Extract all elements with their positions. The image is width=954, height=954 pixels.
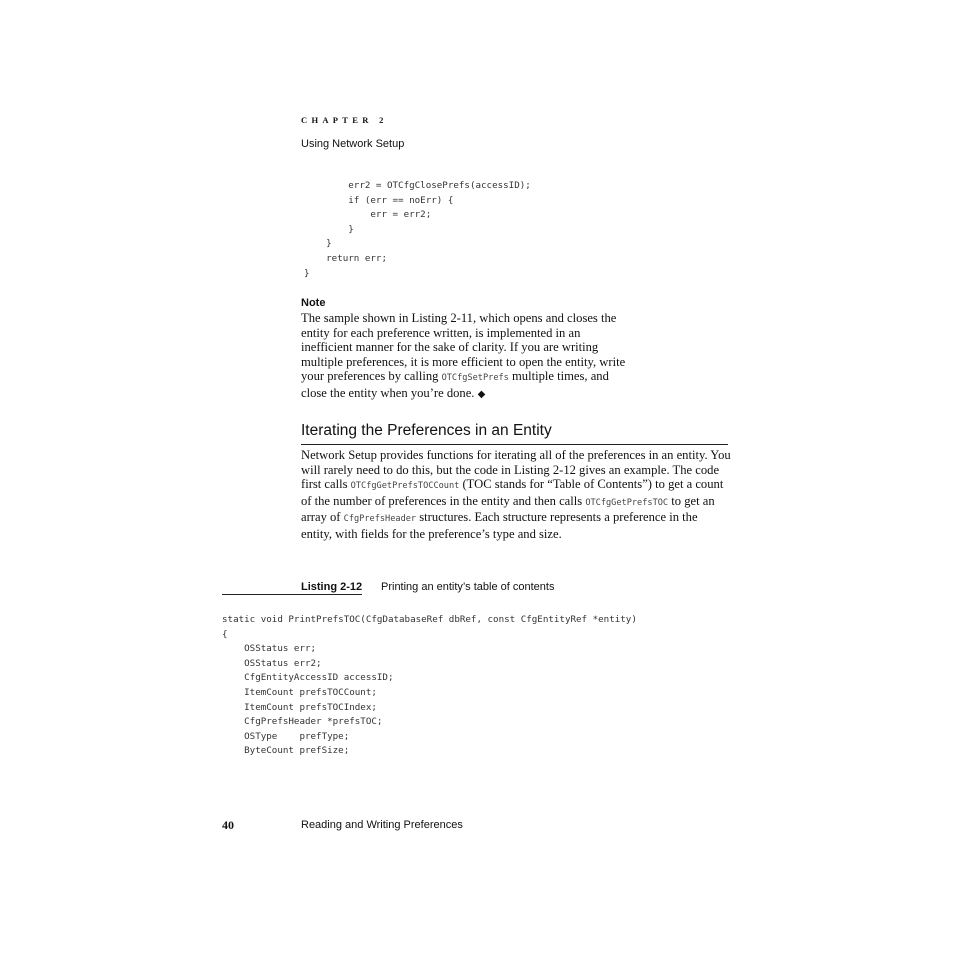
- code-line: if (err == noErr) {: [304, 194, 454, 206]
- code-line: OSStatus err;: [222, 643, 317, 655]
- code-line: CfgPrefsHeader *prefsTOC;: [222, 716, 383, 728]
- code-line: {: [222, 628, 228, 640]
- code-line: OSType prefType;: [222, 730, 350, 742]
- inline-code: OTCfgGetPrefsTOC: [585, 497, 669, 508]
- paragraph-text: structures. Each structure represents a preference in the entity, with fields for the preference’s type and size.: [301, 510, 698, 541]
- section-paragraph: [301, 448, 731, 542]
- code-line: ItemCount prefsTOCCount;: [222, 686, 377, 698]
- note-text: The sample shown in Listing 2-11, which opens and closes the entity for each preference written, is implemented in an inefficient manner for the sake of clarity. If you are writing multiple preferences, it is more efficient to open the entity, write your preferences by calling: [301, 311, 626, 383]
- code-line: err = err2;: [304, 209, 432, 221]
- code-line: }: [304, 238, 332, 250]
- listing-label: Listing 2-12: [301, 581, 363, 593]
- note-heading: Note: [301, 297, 326, 309]
- note-end-mark-icon: ◆: [477, 388, 486, 400]
- code-line: err2 = OTCfgClosePrefs(accessID);: [304, 180, 531, 191]
- code-line: ByteCount prefSize;: [222, 745, 350, 757]
- listing-caption: Printing an entity’s table of contents: [381, 581, 555, 593]
- code-line: OSStatus err2;: [222, 657, 322, 669]
- section-rule: [301, 444, 728, 445]
- note-text: multiple times, and close the entity when you’re done.: [301, 369, 609, 400]
- page-number: 40: [222, 818, 234, 832]
- note-body: [301, 311, 631, 402]
- code-line: }: [304, 267, 310, 279]
- listing-code-block: [222, 613, 637, 759]
- footer-title: Reading and Writing Preferences: [301, 819, 463, 831]
- code-block-continued: [304, 179, 531, 281]
- running-header: Using Network Setup: [301, 138, 405, 150]
- note-inline-code: OTCfgSetPrefs: [441, 373, 509, 383]
- chapter-label: CHAPTER 2: [301, 115, 388, 125]
- code-line: ItemCount prefsTOCIndex;: [222, 701, 377, 713]
- paragraph-text: (TOC stands for “Table of Contents”) to get a count of the number of preferences in the entity and then calls: [301, 477, 724, 508]
- code-line: CfgEntityAccessID accessID;: [222, 672, 394, 684]
- inline-code: CfgPrefsHeader: [343, 514, 417, 525]
- paragraph-text: to get an array of: [301, 493, 715, 525]
- code-line: return err;: [304, 252, 387, 264]
- section-title: Iterating the Preferences in an Entity: [301, 422, 552, 439]
- inline-code: OTCfgGetPrefsTOCCount: [350, 481, 460, 492]
- code-line: }: [304, 223, 354, 235]
- paragraph-text: Network Setup provides functions for iterating all of the preferences in an entity. You will rarely need to do this, but the code in Listing 2-12 gives an example. The code first calls: [301, 448, 731, 492]
- listing-rule: [222, 594, 362, 595]
- code-line: static void PrintPrefsTOC(CfgDatabaseRef dbRef, const CfgEntityRef *entity): [222, 614, 637, 625]
